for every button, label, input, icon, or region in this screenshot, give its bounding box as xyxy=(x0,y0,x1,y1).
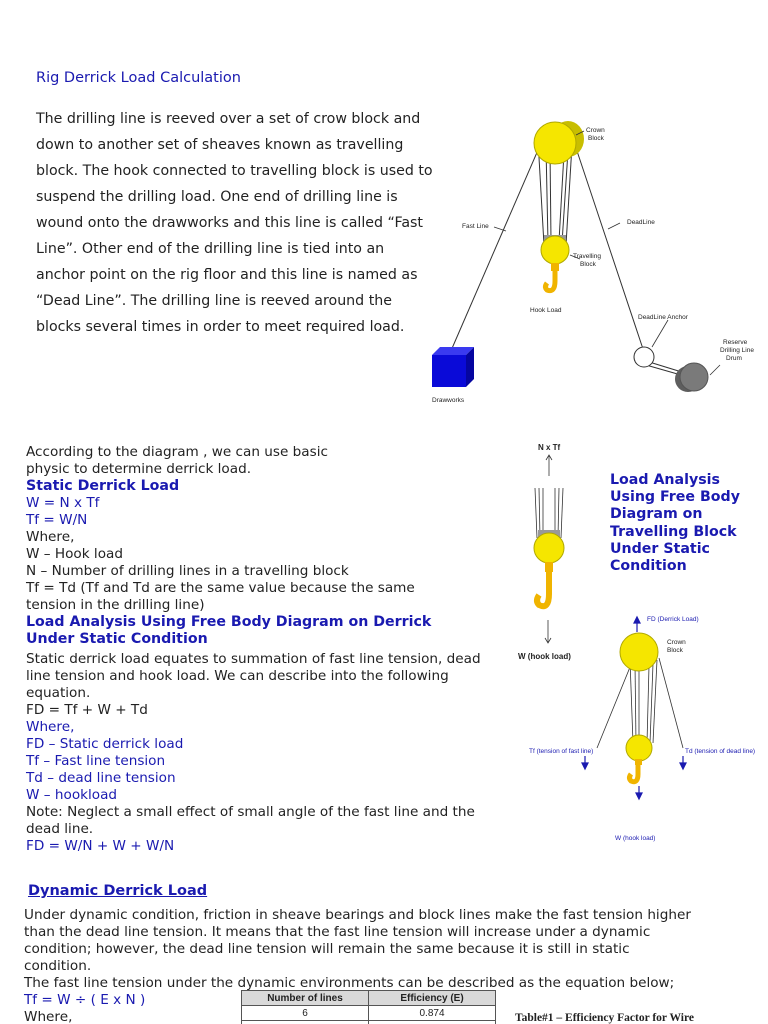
crown-block-label: Block xyxy=(667,647,683,654)
travelling-block-label: Travelling xyxy=(573,253,601,260)
definition: Tf = Td (Tf and Td are the same value because the same xyxy=(26,580,415,596)
definition: W – hookload xyxy=(26,787,118,803)
note: dead line. xyxy=(26,821,94,837)
fbd-paragraph-line: equation. xyxy=(26,685,91,701)
dynamic-line: condition. xyxy=(24,958,92,974)
crown-block-label: Block xyxy=(588,135,604,142)
intro-line: anchor point on the rig floor and this line is named as xyxy=(36,267,418,283)
note: Note: Neglect a small effect of small angle of the fast line and the xyxy=(26,804,475,820)
travelling-block-label: Block xyxy=(580,261,596,268)
top-force-label: N x Tf xyxy=(538,443,561,452)
derrick-fbd-diagram xyxy=(525,608,765,848)
where-label: Where, xyxy=(26,529,75,545)
definition: tension in the drilling line) xyxy=(26,597,205,613)
fd-label: FD (Derrick Load) xyxy=(647,616,699,623)
deadline-anchor-icon xyxy=(634,347,654,367)
hook-load-label: Hook Load xyxy=(530,307,562,314)
table-cell xyxy=(369,1021,496,1024)
reserve-drum-label: Drilling Line xyxy=(720,347,754,354)
hook-load-label: W (hook load) xyxy=(518,652,571,661)
fbd-paragraph-line: Static derrick load equates to summation of fast line tension, dead xyxy=(26,651,481,667)
table-header: Efficiency (E) xyxy=(369,991,496,1006)
fbd-heading: Under Static Condition xyxy=(26,631,208,647)
intro-line: The drilling line is reeved over a set of crow block and xyxy=(36,111,421,127)
dead-line-label: DeadLine xyxy=(627,219,655,226)
where-label: Where, xyxy=(24,1009,73,1024)
table-cell xyxy=(242,1021,369,1024)
definition: W – Hook load xyxy=(26,546,123,562)
fast-line-label: Fast Line xyxy=(462,223,489,230)
td-label: Td (tension of dead line) xyxy=(685,748,756,755)
side-title: Load Analysis Using Free Body Diagram on Travelling Block Under Static Condition xyxy=(610,472,740,575)
static-heading: Static Derrick Load xyxy=(26,478,180,494)
intro-line: Line”. Other end of the drilling line is tied into an xyxy=(36,241,385,257)
equation: W = N x Tf xyxy=(26,495,100,511)
table-cell: 0.874 xyxy=(369,1006,496,1021)
intro-line: suspend the drilling load. One end of drilling line is xyxy=(36,189,398,205)
deadline-anchor-label: DeadLine Anchor xyxy=(638,314,688,321)
crown-block-icon xyxy=(534,121,584,164)
intro-line: blocks several times in order to meet required load. xyxy=(36,319,405,335)
fbd-heading: Load Analysis Using Free Body Diagram on Derrick xyxy=(26,614,432,630)
crown-block-icon xyxy=(620,633,658,671)
efficiency-table xyxy=(241,990,496,1024)
static-load-section xyxy=(26,444,516,855)
crown-block-label: Crown xyxy=(586,127,605,134)
w-label: W (hook load) xyxy=(615,835,656,842)
table-caption: Table#1 – Efficiency Factor for Wire xyxy=(515,1012,694,1024)
intro-paragraph xyxy=(36,106,446,340)
equation: FD = Tf + W + Td xyxy=(26,702,148,718)
static-intro: According to the diagram , we can use basic xyxy=(26,444,328,460)
reserve-drum-icon xyxy=(675,363,708,392)
dynamic-line: condition; however, the dead line tension will remain the same because it is still in static xyxy=(24,941,630,957)
tf-label: Tf (tension of fast line) xyxy=(529,748,594,755)
definition: N – Number of drilling lines in a travelling block xyxy=(26,563,349,579)
table-cell: 6 xyxy=(242,1006,369,1021)
drawworks-icon xyxy=(432,347,474,387)
equation: FD = W/N + W + W/N xyxy=(26,838,175,854)
reserve-drum-label: Reserve xyxy=(723,339,748,346)
travelling-block-icon xyxy=(626,735,652,782)
definition: Tf – Fast line tension xyxy=(26,753,166,769)
drawworks-label: Drawworks xyxy=(432,397,465,404)
reserve-drum-label: Drum xyxy=(726,355,742,362)
crown-block-label: Crown xyxy=(667,639,686,646)
travelling-block-icon xyxy=(541,235,569,291)
dynamic-line: The fast line tension under the dynamic environments can be described as the equation below; xyxy=(24,975,675,991)
intro-line: wound onto the drawworks and this line is called “Fast xyxy=(36,215,423,231)
rig-diagram xyxy=(420,115,765,415)
definition: Td – dead line tension xyxy=(26,770,176,786)
dynamic-line: than the dead line tension. It means that the fast line tension will increase under a dynamic xyxy=(24,924,651,940)
travelling-block-icon xyxy=(534,530,564,606)
table-row xyxy=(242,1006,496,1021)
dynamic-line: Under dynamic condition, friction in sheave bearings and block lines make the fast tension higher xyxy=(24,907,691,923)
table-header: Number of lines xyxy=(242,991,369,1006)
definition: FD – Static derrick load xyxy=(26,736,184,752)
fbd-paragraph-line: line tension and hook load. We can describe into the following xyxy=(26,668,449,684)
table-header-row xyxy=(242,991,496,1006)
intro-line: block. The hook connected to travelling block is used to xyxy=(36,163,433,179)
dynamic-heading: Dynamic Derrick Load xyxy=(28,883,208,899)
static-intro: physic to determine derrick load. xyxy=(26,461,252,477)
page-title: Rig Derrick Load Calculation xyxy=(36,70,241,86)
equation: Tf = W ÷ ( E x N ) xyxy=(24,992,146,1008)
where-label: Where, xyxy=(26,719,75,735)
table-row xyxy=(242,1021,496,1024)
intro-line: down to another set of sheaves known as travelling xyxy=(36,137,404,153)
equation: Tf = W/N xyxy=(26,512,88,528)
intro-line: “Dead Line”. The drilling line is reeved around the xyxy=(36,293,392,309)
